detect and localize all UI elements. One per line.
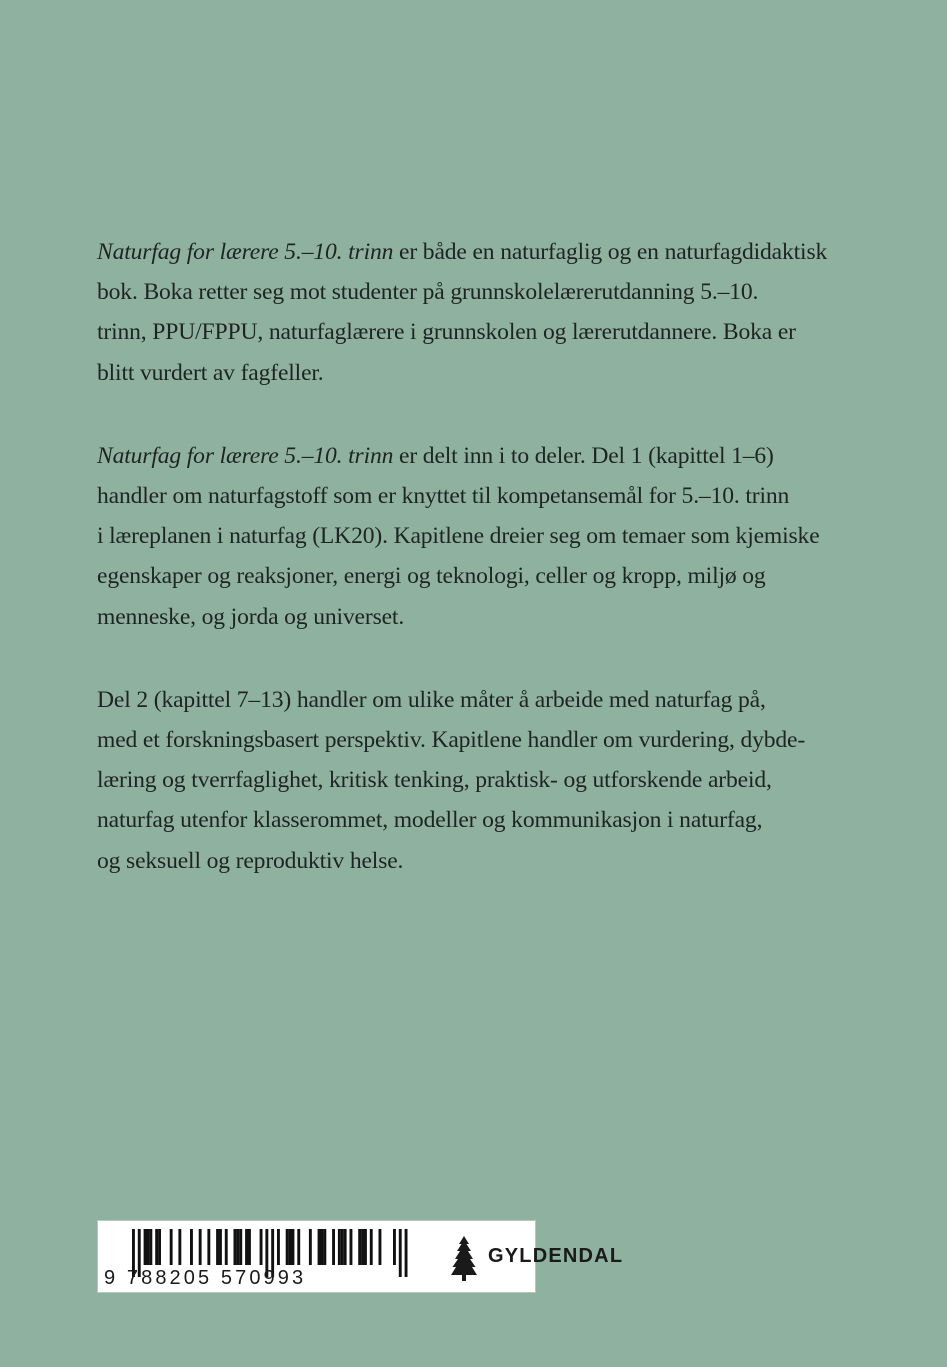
barcode-bar	[277, 1229, 280, 1265]
barcode-bar	[190, 1229, 193, 1265]
text-line: Naturfag for lærere 5.–10. trinn er delt inn i to deler. Del 1 (kapittel 1–6)	[97, 442, 774, 469]
publisher-name: GYLDENDAL	[488, 1245, 624, 1267]
paragraph-part-two	[97, 680, 877, 881]
text-line: trinn, PPU/FPPU, naturfaglærere i grunnskolen og lærerutdannere. Boka er	[97, 319, 796, 346]
barcode-bar	[309, 1229, 312, 1265]
barcode-bar	[170, 1229, 173, 1265]
text-line: menneske, og jorda og universet.	[97, 603, 405, 630]
barcode-bar	[358, 1229, 361, 1265]
barcode-bar	[245, 1229, 248, 1265]
barcode-bar	[286, 1229, 289, 1265]
barcode-bar	[155, 1229, 158, 1265]
barcode-bar	[147, 1229, 150, 1265]
barcode-bar	[318, 1229, 321, 1265]
barcode-bar	[248, 1229, 251, 1265]
barcode-bar	[178, 1229, 181, 1265]
barcode-bar	[144, 1229, 147, 1265]
text-line: naturfag utenfor klasserommet, modeller og kommunikasjon i naturfag,	[97, 807, 763, 834]
barcode-bar	[361, 1229, 364, 1265]
text-line: med et forskningsbasert perspektiv. Kapitlene handler om vurdering, dybde-	[97, 727, 806, 754]
barcode-label	[97, 1220, 624, 1293]
barcode-bar	[364, 1229, 367, 1265]
barcode-bar	[344, 1229, 347, 1265]
barcode-bar	[332, 1229, 335, 1265]
barcode-bar	[321, 1229, 324, 1265]
text-line: og seksuell og reproduktiv helse.	[97, 847, 404, 874]
barcode-bar	[199, 1229, 202, 1265]
barcode-bar	[207, 1229, 210, 1265]
text-line: blitt vurdert av fagfeller.	[97, 359, 324, 386]
barcode-bar	[260, 1229, 263, 1265]
text-line: bok. Boka retter seg mot studenter på grunnskolelærerutdanning 5.–10.	[97, 279, 759, 306]
text-line: Naturfag for lærere 5.–10. trinn er både en naturfaglig og en naturfagdidaktisk	[97, 239, 828, 265]
paragraph-intro	[97, 232, 877, 393]
barcode-bar	[236, 1229, 239, 1265]
barcode-bar	[216, 1229, 219, 1265]
barcode-bar	[225, 1229, 228, 1265]
text-line: handler om naturfagstoff som er knyttet til kompetansemål for 5.–10. trinn	[97, 483, 790, 510]
text-line: egenskaper og reaksjoner, energi og teknologi, celler og kropp, miljø og	[97, 563, 766, 590]
spruce-tree-icon	[450, 1235, 478, 1281]
barcode-bar	[379, 1229, 382, 1265]
text-line: i læreplanen i naturfag (LK20). Kapitlene dreier seg om temaer som kjemiske	[97, 523, 820, 550]
barcode-bar	[341, 1229, 344, 1265]
barcode-bar	[393, 1229, 396, 1265]
back-cover-description	[97, 232, 877, 924]
barcode-bar	[149, 1229, 152, 1265]
paragraph-part-one	[97, 436, 877, 637]
barcode-bar	[158, 1229, 161, 1265]
barcode-bar	[234, 1229, 237, 1265]
barcode-bar	[370, 1229, 373, 1265]
text-line: Del 2 (kapittel 7–13) handler om ulike måter å arbeide med naturfag på,	[97, 686, 766, 713]
barcode-bar	[292, 1229, 295, 1265]
barcode-bar	[297, 1229, 300, 1265]
barcode-bar	[239, 1229, 242, 1265]
barcode-bar	[289, 1229, 292, 1265]
text-line: læring og tverrfaglighet, kritisk tenking, praktisk- og utforskende arbeid,	[97, 767, 772, 794]
barcode-bar	[323, 1229, 326, 1265]
barcode-bar	[338, 1229, 341, 1265]
isbn-number: 9 788205 570993	[104, 1267, 307, 1289]
barcode-bar	[219, 1229, 222, 1265]
barcode-bar	[350, 1229, 353, 1265]
